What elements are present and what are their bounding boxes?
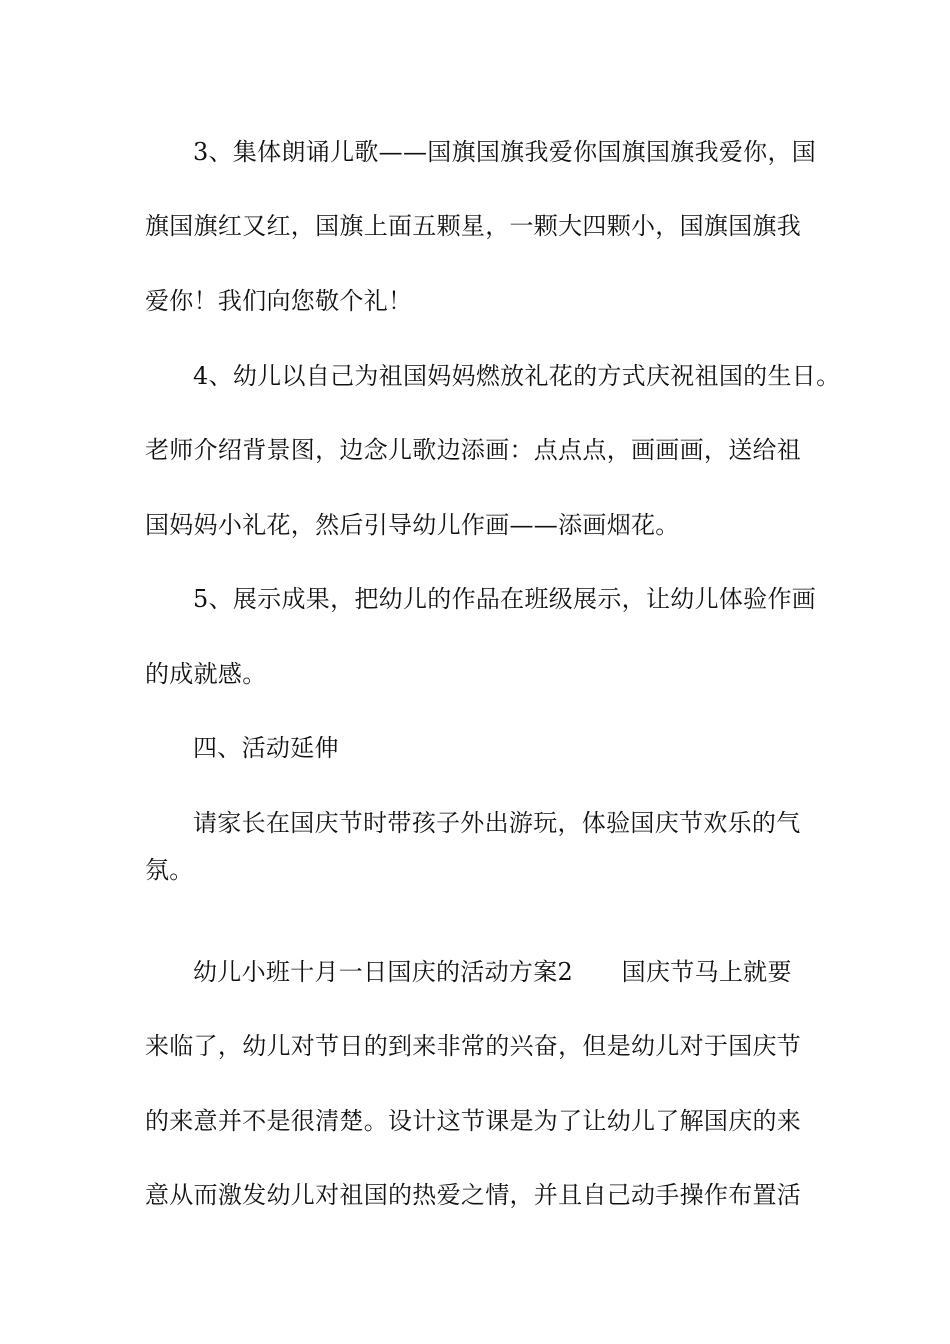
- paragraph-line: 爱你！我们向您敬个礼！: [145, 287, 413, 315]
- paragraph-line: 氛。: [145, 856, 194, 884]
- paragraph-line: 老师介绍背景图，边念儿歌边添画：点点点，画画画，送给祖: [145, 436, 802, 464]
- paragraph-line: 5、展示成果，把幼儿的作品在班级展示，让幼儿体验作画: [193, 585, 817, 613]
- paragraph-line: 的成就感。: [145, 660, 267, 688]
- paragraph-line: 的来意并不是很清楚。设计这节课是为了让幼儿了解国庆的来: [145, 1107, 802, 1135]
- paragraph-line: 来临了，幼儿对节日的到来非常的兴奋，但是幼儿对于国庆节: [145, 1032, 802, 1060]
- paragraph-line: 4、幼儿以自己为祖国妈妈燃放礼花的方式庆祝祖国的生日。: [193, 362, 841, 390]
- section-heading: 四、活动延伸: [193, 734, 339, 762]
- paragraph-line: 请家长在国庆节时带孩子外出游玩，体验国庆节欢乐的气: [193, 809, 801, 837]
- paragraph-line: 国妈妈小礼花，然后引导幼儿作画——添画烟花。: [145, 511, 680, 539]
- paragraph-line: 旗国旗红又红，国旗上面五颗星，一颗大四颗小，国旗国旗我: [145, 212, 802, 240]
- paragraph-line: 意从而激发幼儿对祖国的热爱之情，并且自己动手操作布置活: [145, 1181, 802, 1209]
- paragraph-line: 3、集体朗诵儿歌——国旗国旗我爱你国旗国旗我爱你，国: [193, 138, 817, 166]
- paragraph-line: 幼儿小班十月一日国庆的活动方案2 国庆节马上就要: [193, 958, 792, 986]
